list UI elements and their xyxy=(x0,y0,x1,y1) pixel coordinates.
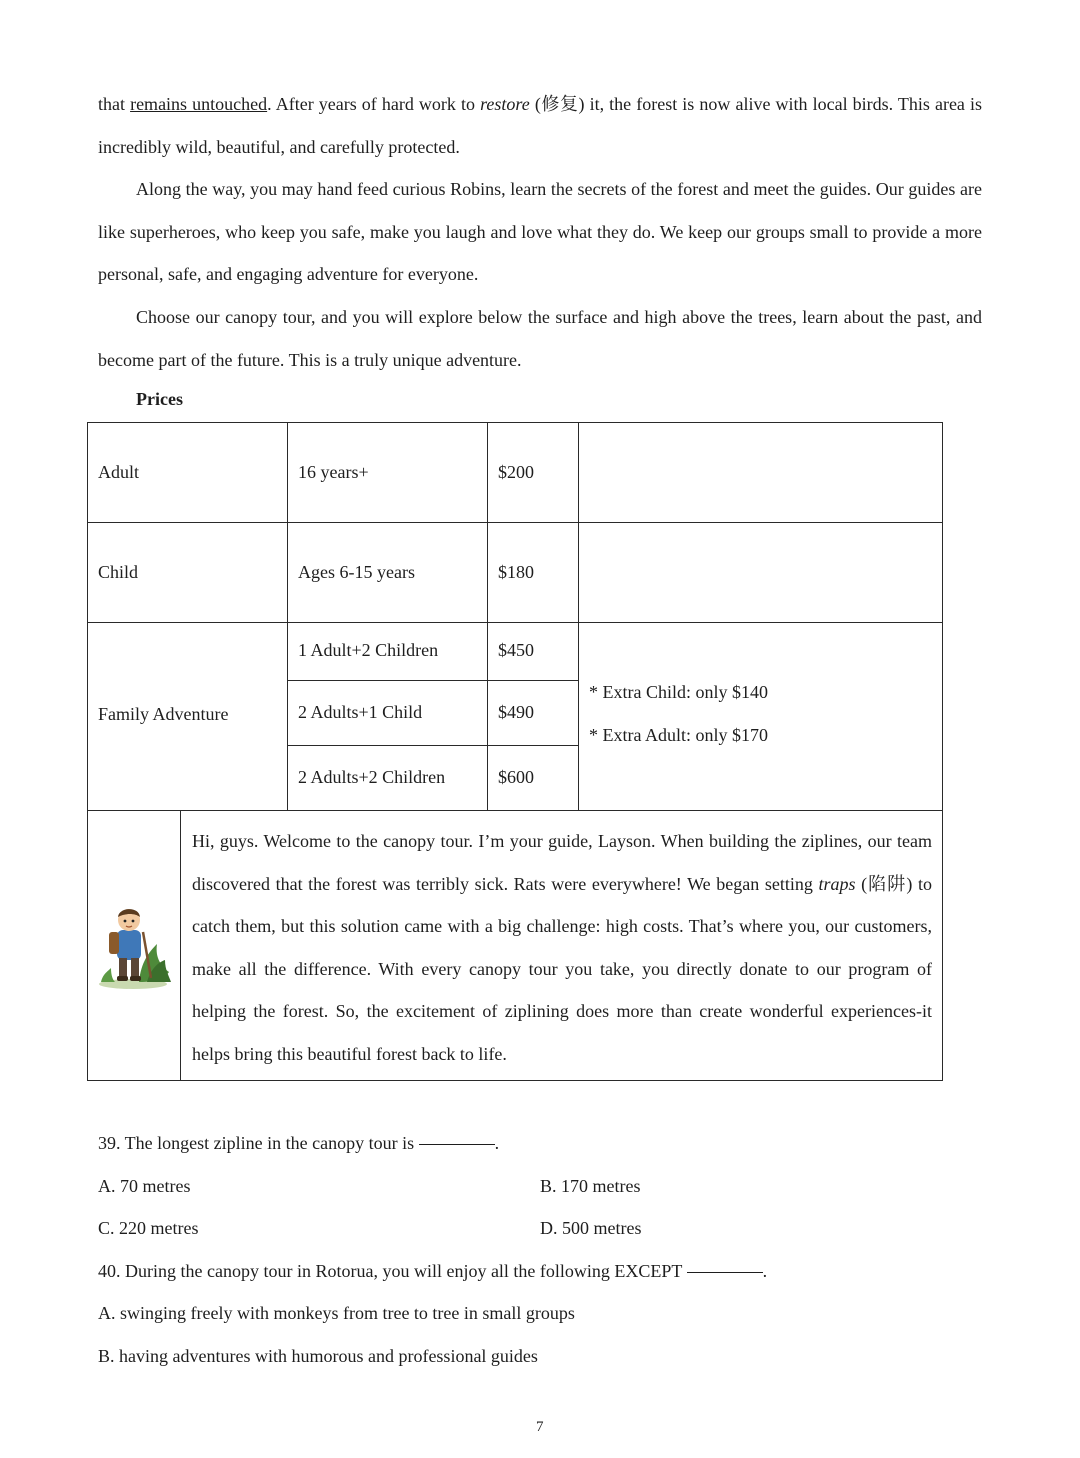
family-price-1: $450 xyxy=(498,640,534,660)
italic-word-traps: traps xyxy=(818,873,856,894)
child-age: Ages 6-15 years xyxy=(298,562,415,582)
passage-paragraph-1: that remains untouched. After years of hard work to restore (修复) it, the forest is now alive with local birds. This area is incredibly wild, beautiful, and carefully protected. xyxy=(98,94,983,157)
answer-blank xyxy=(419,1144,495,1145)
prices-heading: Prices xyxy=(136,389,183,409)
passage-paragraph-2: Along the way, you may hand feed curious Robins, learn the secrets of the forest and meet the guides. Our guides are like superheroes, who keep you safe, make you laugh and love what they do. We keep our groups small to provide a more personal, safe, and engaging adventure for everyone. xyxy=(98,179,982,284)
q40-option-a: A. swinging freely with monkeys from tree to tree in small groups xyxy=(98,1303,575,1323)
italic-word-restore: restore xyxy=(480,94,530,114)
family-label: Family Adventure xyxy=(98,704,229,724)
question-40: 40. During the canopy tour in Rotorua, you will enjoy all the following EXCEPT . xyxy=(98,1261,768,1281)
child-label: Child xyxy=(98,562,139,582)
q39-option-a: A. 70 metres xyxy=(98,1176,191,1196)
adult-label: Adult xyxy=(98,462,140,482)
family-price-2: $490 xyxy=(498,702,534,722)
q39-option-c: C. 220 metres xyxy=(98,1218,199,1238)
q40-option-b: B. having adventures with humorous and professional guides xyxy=(98,1346,538,1366)
adult-age: 16 years+ xyxy=(298,462,369,482)
extra-child-note: * Extra Child: only $140 xyxy=(589,682,768,702)
underlined-phrase: remains untouched xyxy=(130,94,268,114)
family-combo-1: 1 Adult+2 Children xyxy=(298,640,439,660)
guide-speech: Hi, guys. Welcome to the canopy tour. I’m your guide, Layson. When building the ziplines, our team discovered that the forest was terribly sick. Rats were everywhere! We began setting traps (陷阱) to catch them, but this solution came with a big challenge: high costs. That’s where you, our customers, make all the difference. With every canopy tour you take, you directly donate to our program of helping the forest. So, the excitement of ziplining does more than create wonderful experiences-it helps bring this beautiful forest back to life. xyxy=(192,831,932,1064)
family-combo-3: 2 Adults+2 Children xyxy=(298,767,446,787)
hiker-guide-icon xyxy=(95,902,175,992)
q39-option-d: D. 500 metres xyxy=(540,1218,642,1238)
passage-paragraph-3: Choose our canopy tour, and you will explore below the surface and high above the trees, learn about the past, and become part of the future. This is a truly unique adventure. xyxy=(98,307,982,370)
family-price-3: $600 xyxy=(498,767,534,787)
q39-option-b: B. 170 metres xyxy=(540,1176,641,1196)
child-price: $180 xyxy=(498,562,534,582)
family-combo-2: 2 Adults+1 Child xyxy=(298,702,423,722)
adult-price: $200 xyxy=(498,462,534,482)
answer-blank xyxy=(687,1272,763,1273)
page-number: 7 xyxy=(536,1419,544,1435)
question-39: 39. The longest zipline in the canopy tour is . xyxy=(98,1133,500,1153)
extra-adult-note: * Extra Adult: only $170 xyxy=(589,725,768,745)
